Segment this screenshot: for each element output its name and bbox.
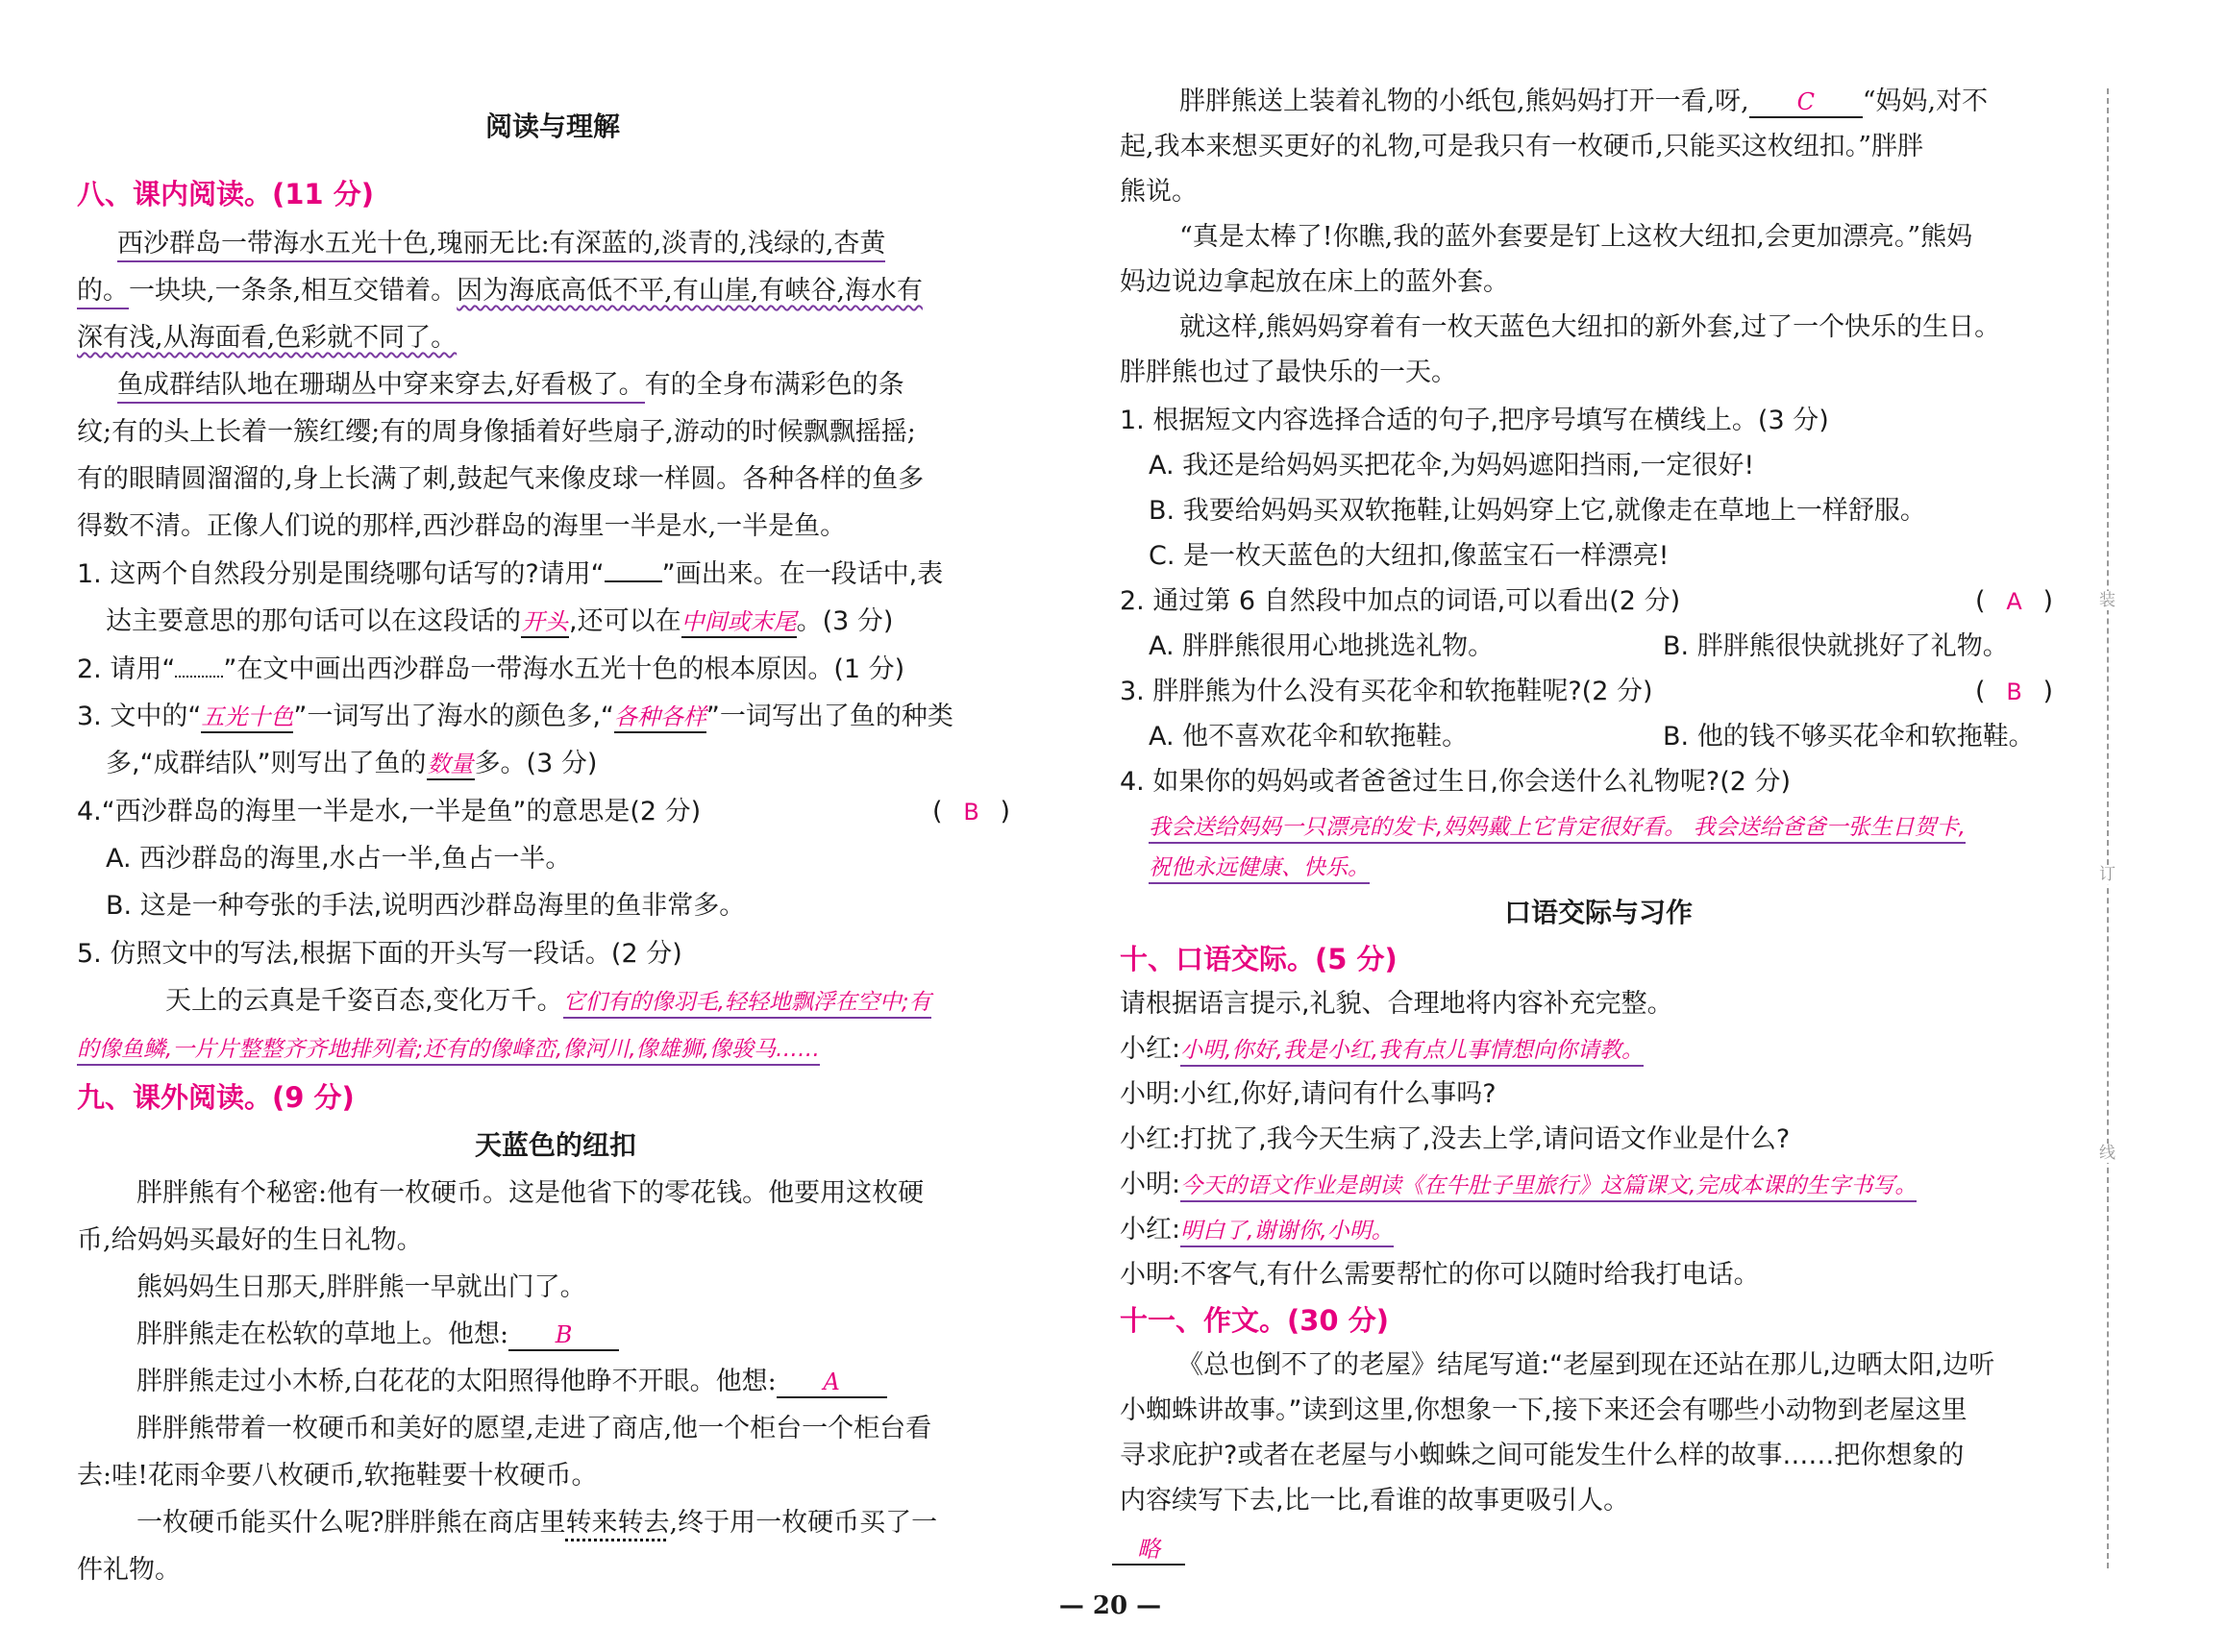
question-5-start: 天上的云真是千姿百态,变化万千。它们有的像羽毛,轻轻地飘浮在空中;有 (165, 982, 931, 1021)
answer-text: 明白了,谢谢你,小明。 (1180, 1219, 1394, 1247)
dotted-words: 转来转去 (565, 1508, 670, 1538)
binding-line (2107, 88, 2109, 1568)
instruction: 请根据语言提示,礼貌、合理地将内容补充完整。 (1120, 989, 1673, 1019)
passage-line: 有的眼睛圆溜溜的,身上长满了刺,鼓起气来像皮球一样圆。各种各样的鱼多 (77, 464, 925, 494)
option-a: A. 他不喜欢花伞和软拖鞋。 (1149, 722, 1469, 752)
answer-blank: 五光十色 (201, 703, 293, 733)
dialogue-line: 小明:小红,你好,请问有什么事吗? (1120, 1079, 1497, 1109)
section-11-title: 十一、作文。(30 分) (1120, 1304, 1389, 1337)
answer-text: 它们有的像羽毛,轻轻地飘浮在空中;有 (563, 990, 931, 1019)
question-2: 2. 请用“ ”在文中画出西沙群岛一带海水五光十色的根本原因。(1 分) (77, 651, 904, 689)
question-4: 4. 如果你的妈妈或者爸爸过生日,你会送什么礼物呢?(2 分) (1120, 767, 1792, 797)
story-line: 胖胖熊走在松软的草地上。他想: B (136, 1316, 619, 1354)
passage-line: 深有浅,从海面看,色彩就不同了。 (77, 323, 458, 353)
answer-blank: 各种各样 (614, 703, 706, 733)
answer-blank: 中间或末尾 (681, 607, 797, 638)
question-1: 1. 这两个自然段分别是围绕哪句话写的?请用“ ”画出来。在一段话中,表 (77, 555, 943, 594)
story-line: 起,我本来想买更好的礼物,可是我只有一枚硬币,只能买这枚纽扣。”胖胖 (1120, 132, 1924, 161)
story-line: “真是太棒了!你瞧,我的蓝外套要是钉上这枚大纽扣,会更加漂亮。”熊妈 (1179, 222, 1973, 252)
story-title: 天蓝色的纽扣 (475, 1129, 637, 1161)
dialogue-line: 小明:今天的语文作业是朗读《在牛肚子里旅行》这篇课文,完成本课的生字书写。 (1120, 1166, 1917, 1204)
section-heading-oral: 口语交际与习作 (1504, 897, 1694, 928)
question-1: 1. 根据短文内容选择合适的句子,把序号填写在横线上。(3 分) (1120, 406, 1829, 435)
answer-text: 的像鱼鳞,一片片整整齐齐地排列着;还有的像峰峦,像河川,像雄狮,像骏马…… (77, 1037, 820, 1066)
option-b: B. 他的钱不够买花伞和软拖鞋。 (1663, 722, 2035, 752)
story-line: 胖胖熊也过了最快乐的一天。 (1120, 358, 1457, 387)
passage-line: 得数不清。正像人们说的那样,西沙群岛的海里一半是水,一半是鱼。 (77, 511, 847, 541)
story-line: 一枚硬币能买什么呢?胖胖熊在商店里转来转去,终于用一枚硬币买了一 (136, 1508, 938, 1538)
question-5-answer-line2 (77, 1029, 820, 1068)
option-a: A. 我还是给妈妈买把花伞,为妈妈遮阳挡雨,一定很好! (1149, 451, 1755, 481)
answer-blank: A (777, 1368, 887, 1398)
question-2: 2. 通过第 6 自然段中加点的词语,可以看出(2 分) (1120, 586, 1681, 616)
story-line: 妈边说边拿起放在床上的蓝外套。 (1120, 267, 1509, 297)
wavy-line-sample (175, 651, 223, 678)
page-number: — 20 — (1058, 1591, 1162, 1620)
question-1-line2: 达主要意思的那句话可以在这段话的开头,还可以在中间或末尾。(3 分) (106, 606, 894, 636)
passage-line: 西沙群岛一带海水五光十色,瑰丽无比:有深蓝的,淡青的,浅绿的,杏黄 (117, 225, 885, 263)
story-line: 胖胖熊带着一枚硬币和美好的愿望,走进了商店,他一个柜台一个柜台看 (136, 1414, 932, 1443)
dialogue-line: 小红:打扰了,我今天生病了,没去上学,请问语文作业是什么? (1120, 1124, 1791, 1154)
binding-char: 订 (2099, 865, 2116, 884)
story-line: 币,给妈妈买最好的生日礼物。 (77, 1225, 423, 1255)
passage-line: 鱼成群结队地在珊瑚丛中穿来穿去,好看极了。有的全身布满彩色的条 (117, 366, 904, 405)
dialogue-line: 小红:小明,你好,我是小红,我有点儿事情想向你请教。 (1120, 1030, 1644, 1069)
answer-text: 今天的语文作业是朗读《在牛肚子里旅行》这篇课文,完成本课的生字书写。 (1180, 1173, 1917, 1202)
question-3: 3. 文中的“五光十色”一词写出了海水的颜色多,“各种各样”一词写出了鱼的种类 (77, 702, 953, 731)
question-3-line2: 多,“成群结队”则写出了鱼的数量多。(3 分) (106, 749, 598, 778)
answer-parens: ( A ) (1975, 586, 2054, 616)
prompt-line: 寻求庇护?或者在老屋与小蜘蛛之间可能发生什么样的故事……把你想象的 (1120, 1441, 1965, 1470)
passage-line: 纹;有的头上长着一簇红缨;有的周身像插着好些扇子,游动的时候飘飘摇摇; (77, 417, 916, 447)
option-a: A. 胖胖熊很用心地挑选礼物。 (1149, 631, 1495, 661)
essay-answer: 略 (1112, 1530, 1185, 1568)
question-4-answer-line2: 祝他永远健康、快乐。 (1149, 848, 1370, 886)
answer-blank: B (508, 1320, 619, 1351)
answer-blank: C (1749, 87, 1863, 118)
question-4-answer: 我会送给妈妈一只漂亮的发卡,妈妈戴上它肯定很好看。 我会送给爸爸一张生日贺卡, (1149, 807, 1966, 846)
story-line: 去:哇!花雨伞要八枚硬币,软拖鞋要十枚硬币。 (77, 1461, 598, 1491)
prompt-line: 《总也倒不了的老屋》结尾写道:“老屋到现在还站在那儿,边晒太阳,边听 (1177, 1350, 1995, 1380)
story-line: 胖胖熊有个秘密:他有一枚硬币。这是他省下的零花钱。他要用这枚硬 (136, 1178, 925, 1208)
story-line: 就这样,熊妈妈穿着有一枚天蓝色大纽扣的新外套,过了一个快乐的生日。 (1179, 312, 2001, 342)
dialogue-line: 小红:明白了,谢谢你,小明。 (1120, 1211, 1394, 1249)
prompt-line: 内容续写下去,比一比,看谁的故事更吸引人。 (1120, 1486, 1630, 1516)
answer-blank: 开头 (521, 607, 569, 638)
option-b: B. 这是一种夸张的手法,说明西沙群岛海里的鱼非常多。 (106, 891, 746, 921)
story-line: 胖胖熊走过小木桥,白花花的太阳照得他睁不开眼。他想: A (136, 1363, 887, 1401)
answer-text: 小明,你好,我是小红,我有点儿事情想向你请教。 (1180, 1038, 1644, 1067)
question-5: 5. 仿照文中的写法,根据下面的开头写一段话。(2 分) (77, 939, 682, 969)
answer-parens: ( B ) (932, 797, 1011, 826)
question-3: 3. 胖胖熊为什么没有买花伞和软拖鞋呢?(2 分) (1120, 677, 1653, 706)
story-line: 胖胖熊送上装着礼物的小纸包,熊妈妈打开一看,呀, C “妈妈,对不 (1179, 86, 1989, 116)
underline-sample (605, 555, 662, 582)
binding-char: 装 (2099, 591, 2116, 610)
passage-line: 的。一块块,一条条,相互交错着。因为海底高低不平,有山崖,有峡谷,海水有 (77, 272, 923, 310)
story-line: 熊说。 (1120, 177, 1198, 207)
section-heading-reading: 阅读与理解 (485, 111, 621, 142)
story-line: 件礼物。 (77, 1555, 181, 1585)
section-10-title: 十、口语交际。(5 分) (1120, 943, 1398, 975)
option-b: B. 胖胖熊很快就挑好了礼物。 (1663, 631, 2009, 661)
section-9-title: 九、课外阅读。(9 分) (77, 1081, 355, 1114)
section-8-title: 八、课内阅读。(11 分) (77, 178, 374, 210)
option-a: A. 西沙群岛的海里,水占一半,鱼占一半。 (106, 844, 572, 874)
answer-blank: 数量 (427, 750, 475, 780)
prompt-line: 小蜘蛛讲故事。”读到这里,你想象一下,接下来还会有哪些小动物到老屋这里 (1120, 1395, 1967, 1425)
option-b: B. 我要给妈妈买双软拖鞋,让妈妈穿上它,就像走在草地上一样舒服。 (1149, 496, 1926, 526)
dialogue-line: 小明:不客气,有什么需要帮忙的你可以随时给我打电话。 (1120, 1260, 1760, 1290)
option-c: C. 是一枚天蓝色的大纽扣,像蓝宝石一样漂亮! (1149, 541, 1670, 571)
question-4: 4.“西沙群岛的海里一半是水,一半是鱼”的意思是(2 分) (77, 797, 702, 826)
answer-parens: ( B ) (1975, 677, 2054, 706)
binding-char: 线 (2099, 1144, 2116, 1163)
story-line: 熊妈妈生日那天,胖胖熊一早就出门了。 (136, 1272, 586, 1302)
